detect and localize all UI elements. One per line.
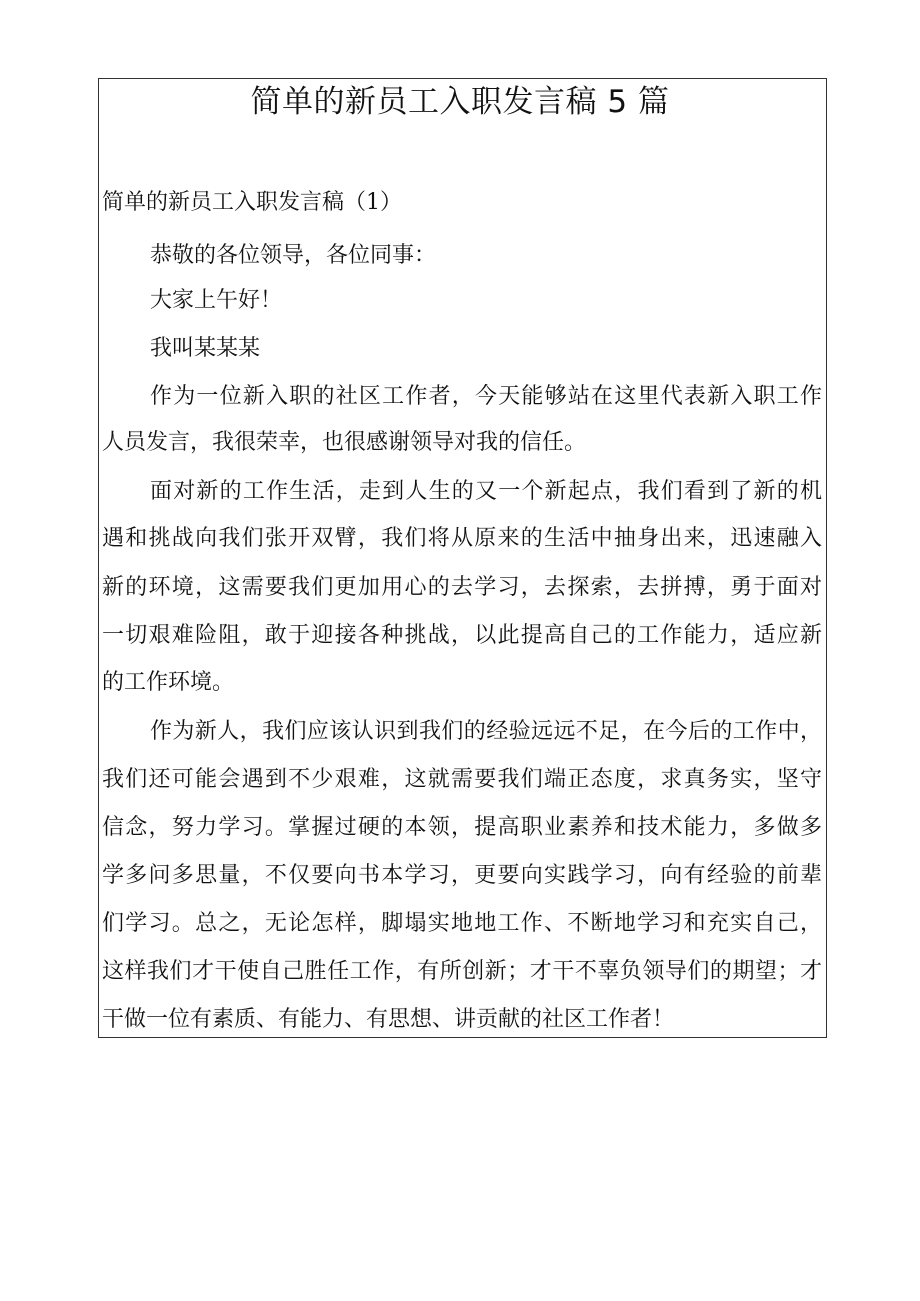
paragraph-line: 人员发言，我很荣幸，也很感谢领导对我的信任。 — [102, 430, 587, 455]
paragraph-line: 作为一位新入职的社区工作者，今天能够站在这里代表新入职工作 — [150, 384, 822, 409]
document-frame — [98, 78, 827, 1038]
paragraph-line: 遇和挑战向我们张开双臂，我们将从原来的生活中抽身出来，迅速融入 — [102, 526, 822, 551]
paragraph-line: 学多问多思量，不仅要向书本学习，更要向实践学习，向有经验的前辈 — [102, 863, 822, 888]
paragraph-line: 作为新人，我们应该认识到我们的经验远远不足，在今后的工作中， — [150, 719, 822, 744]
paragraph-line: 一切艰难险阻，敢于迎接各种挑战，以此提高自己的工作能力，适应新 — [102, 623, 822, 648]
section-heading: 简单的新员工入职发言稿（1） — [102, 190, 402, 215]
paragraph-line: 面对新的工作生活，走到人生的又一个新起点，我们看到了新的机 — [150, 479, 822, 504]
paragraph-line: 我们还可能会遇到不少艰难，这就需要我们端正态度，求真务实，坚守 — [102, 767, 822, 792]
paragraph-line: 信念，努力学习。掌握过硬的本领，提高职业素养和技术能力，多做多 — [102, 815, 822, 840]
paragraph-line: 的工作环境。 — [102, 670, 235, 695]
self-intro-line: 我叫某某某 — [150, 336, 261, 361]
paragraph-line: 们学习。总之，无论怎样，脚塌实地地工作、不断地学习和充实自己， — [102, 911, 822, 936]
paragraph-line: 新的环境，这需要我们更加用心的去学习，去探索，去拼搏，勇于面对 — [102, 575, 822, 600]
greeting-line: 恭敬的各位领导，各位同事： — [150, 243, 437, 268]
paragraph-line: 干做一位有素质、有能力、有思想、讲贡献的社区工作者！ — [102, 1007, 675, 1032]
paragraph-line: 这样我们才干使自己胜任工作，有所创新；才干不辜负领导们的期望；才 — [102, 959, 822, 984]
salutation-line: 大家上午好！ — [150, 288, 283, 313]
document-title: 简单的新员工入职发言稿 5 篇 — [250, 84, 670, 120]
